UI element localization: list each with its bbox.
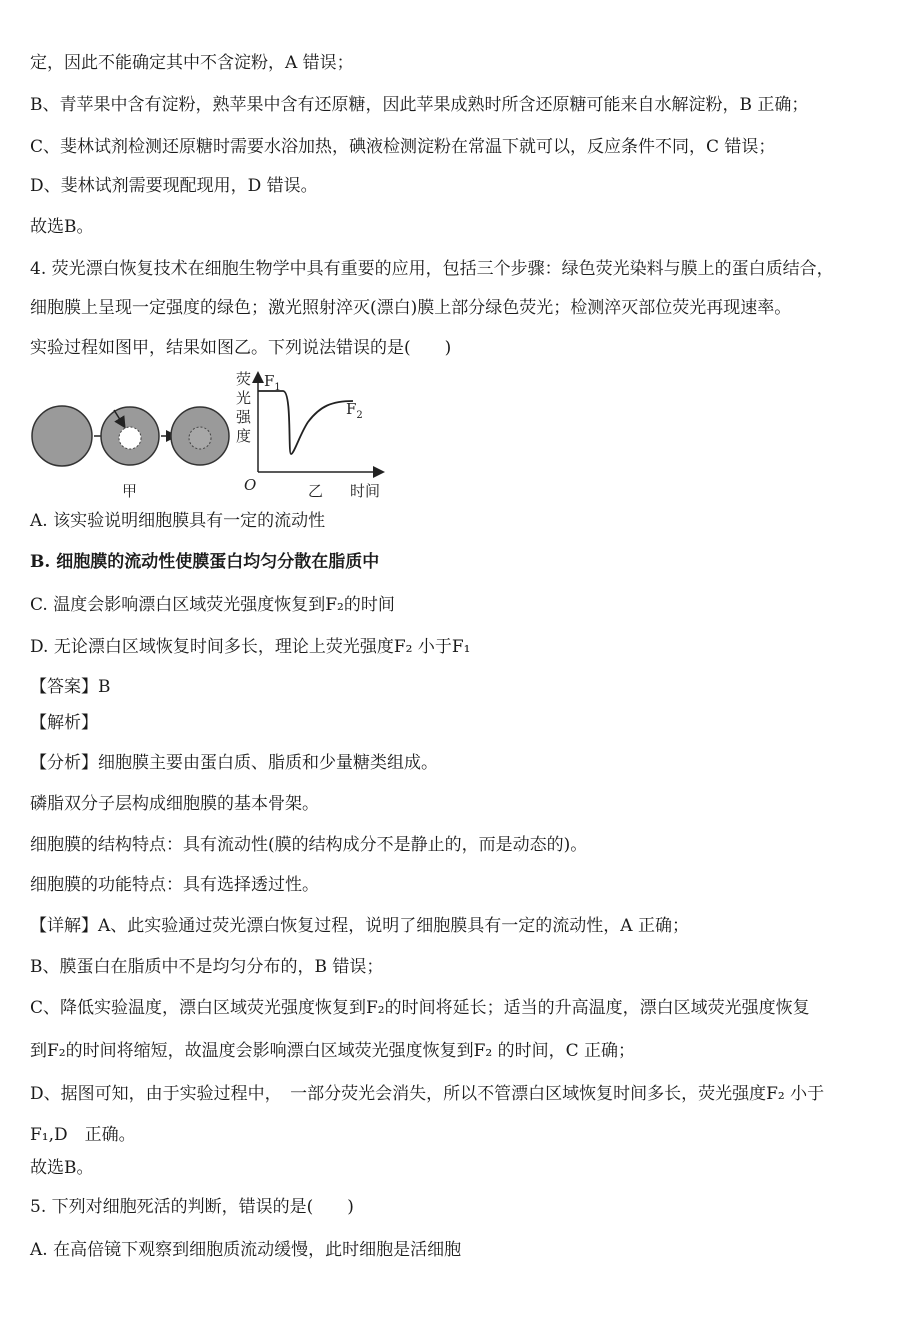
text-line: 4. 荧光漂白恢复技术在细胞生物学中具有重要的应用，包括三个步骤：绿色荧光染料与膜上的蛋白质结合，	[30, 259, 834, 279]
fluorescence-curve	[258, 391, 353, 454]
text-line: B. 细胞膜的流动性使膜蛋白均匀分散在脂质中	[30, 552, 380, 572]
text-line: C、降低实验温度，漂白区域荧光强度恢复到F₂的时间将延长；适当的升高温度，漂白区域荧光强度恢复	[30, 998, 810, 1018]
text-line: 到F₂的时间将缩短，故温度会影响漂白区域荧光强度恢复到F₂ 的时间，C 正确；	[30, 1041, 636, 1061]
text-line: 【分析】细胞膜主要由蛋白质、脂质和少量糖类组成。	[30, 753, 438, 773]
text-line: 实验过程如图甲，结果如图乙。下列说法错误的是( )	[30, 338, 452, 358]
ylabel-char-4: 度	[236, 427, 252, 445]
text-line: B、青苹果中含有淀粉，熟苹果中含有还原糖，因此苹果成熟时所含还原糖可能来自水解淀粉，B 正确；	[30, 95, 809, 115]
text-line: A. 在高倍镜下观察到细胞质流动缓慢，此时细胞是活细胞	[30, 1240, 462, 1260]
cell-1	[32, 406, 92, 466]
text-line: C、斐林试剂检测还原糖时需要水浴加热，碘液检测淀粉在常温下就可以，反应条件不同，C 错误；	[30, 137, 776, 157]
ylabel-char-3: 强	[236, 408, 252, 426]
text-line: 故选B。	[30, 1158, 94, 1178]
f1-label: $F_1$	[264, 372, 281, 393]
text-line: 【解析】	[30, 713, 98, 733]
text-line: 【答案】B	[30, 677, 111, 697]
text-line: 磷脂双分子层构成细胞膜的基本骨架。	[30, 794, 319, 814]
text-line: 【详解】A、此实验通过荧光漂白恢复过程，说明了细胞膜具有一定的流动性，A 正确；	[30, 916, 689, 936]
xlabel: 时间	[350, 482, 381, 500]
text-line: B、膜蛋白在脂质中不是均匀分布的，B 错误；	[30, 957, 384, 977]
ylabel-char-2: 光	[236, 389, 252, 407]
text-line: 细胞膜上呈现一定强度的绿色；激光照射淬灭(漂白)膜上部分绿色荧光；检测淬灭部位荧光再现速率。	[30, 298, 792, 318]
ylabel-char-1: 荧	[236, 370, 252, 388]
text-line: A. 该实验说明细胞膜具有一定的流动性	[30, 511, 326, 531]
text-line: D. 无论漂白区域恢复时间多长，理论上荧光强度F₂ 小于F₁	[30, 637, 471, 657]
text-line: F₁,D 正确。	[30, 1125, 136, 1145]
text-line: C. 温度会影响漂白区域荧光强度恢复到F₂的时间	[30, 595, 395, 615]
text-line: 细胞膜的功能特点：具有选择透过性。	[30, 875, 319, 895]
figure-fluorescence-recovery	[30, 368, 400, 503]
label-jia: 甲	[122, 482, 138, 500]
figure-svg	[30, 368, 400, 503]
label-yi: 乙	[308, 482, 324, 500]
text-line: D、据图可知，由于实验过程中， 一部分荧光会消失，所以不管漂白区域恢复时间多长，荧光强度F₂ 小于	[30, 1084, 825, 1104]
text-line: 定，因此不能确定其中不含淀粉，A 错误；	[30, 53, 354, 73]
text-line: 故选B。	[30, 217, 94, 237]
text-line: 5. 下列对细胞死活的判断，错误的是( )	[30, 1197, 354, 1217]
recovering-spot	[189, 427, 211, 449]
origin-label: O	[244, 476, 257, 494]
bleached-spot	[119, 427, 141, 449]
f2-label: $F_2$	[346, 400, 363, 421]
text-line: 细胞膜的结构特点：具有流动性(膜的结构成分不是静止的，而是动态的)。	[30, 835, 588, 855]
text-line: D、斐林试剂需要现配现用，D 错误。	[30, 176, 318, 196]
